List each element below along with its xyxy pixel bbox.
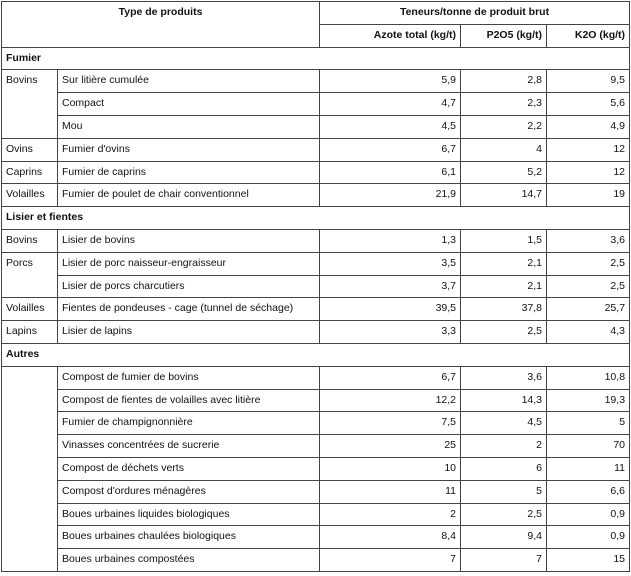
azote-cell: 12,2 xyxy=(320,389,461,412)
p2o5-cell: 2,8 xyxy=(461,70,547,93)
p2o5-cell: 4,5 xyxy=(461,412,547,435)
type-de-produits-header: Type de produits xyxy=(2,2,320,48)
azote-column-header: Azote total (kg/t) xyxy=(320,24,461,47)
table-row xyxy=(2,298,630,321)
p2o5-cell: 37,8 xyxy=(461,298,547,321)
product-cell: Fumier d'ovins xyxy=(58,138,320,161)
k2o-cell: 12 xyxy=(547,161,630,184)
product-cell: Fumier de champignonnière xyxy=(58,412,320,435)
table-row xyxy=(2,93,630,116)
product-cell: Fumier de caprins xyxy=(58,161,320,184)
azote-cell: 7 xyxy=(320,549,461,572)
p2o5-cell: 14,3 xyxy=(461,389,547,412)
product-cell: Fientes de pondeuses - cage (tunnel de séchage) xyxy=(58,298,320,321)
product-cell: Vinasses concentrées de sucrerie xyxy=(58,435,320,458)
p2o5-cell: 2,3 xyxy=(461,93,547,116)
header-row-top xyxy=(2,2,630,25)
k2o-cell: 19,3 xyxy=(547,389,630,412)
product-cell: Compost de fumier de bovins xyxy=(58,366,320,389)
p2o5-cell: 4 xyxy=(461,138,547,161)
product-cell: Compact xyxy=(58,93,320,116)
section-row xyxy=(2,343,630,366)
category-cell: Volailles xyxy=(2,298,58,321)
section-row xyxy=(2,47,630,70)
product-cell: Sur litière cumulée xyxy=(58,70,320,93)
k2o-cell: 19 xyxy=(547,184,630,207)
azote-cell: 8,4 xyxy=(320,526,461,549)
table-row xyxy=(2,526,630,549)
table-row xyxy=(2,480,630,503)
p2o5-cell: 3,6 xyxy=(461,366,547,389)
category-cell: Volailles xyxy=(2,184,58,207)
product-cell: Lisier de porcs charcutiers xyxy=(58,275,320,298)
k2o-cell: 0,9 xyxy=(547,503,630,526)
azote-cell: 10 xyxy=(320,457,461,480)
k2o-cell: 4,3 xyxy=(547,321,630,344)
k2o-cell: 0,9 xyxy=(547,526,630,549)
product-cell: Lisier de porc naisseur-engraisseur xyxy=(58,252,320,275)
p2o5-cell: 6 xyxy=(461,457,547,480)
p2o5-cell: 2,5 xyxy=(461,321,547,344)
product-cell: Boues urbaines compostées xyxy=(58,549,320,572)
azote-cell: 4,7 xyxy=(320,93,461,116)
azote-cell: 5,9 xyxy=(320,70,461,93)
azote-cell: 3,3 xyxy=(320,321,461,344)
azote-cell: 3,5 xyxy=(320,252,461,275)
section-row xyxy=(2,207,630,230)
azote-cell: 7,5 xyxy=(320,412,461,435)
k2o-cell: 25,7 xyxy=(547,298,630,321)
table-row xyxy=(2,115,630,138)
p2o5-cell: 2,5 xyxy=(461,503,547,526)
k2o-cell: 2,5 xyxy=(547,252,630,275)
p2o5-cell: 2 xyxy=(461,435,547,458)
table-row xyxy=(2,549,630,572)
k2o-cell: 12 xyxy=(547,138,630,161)
k2o-cell: 15 xyxy=(547,549,630,572)
p2o5-cell: 1,5 xyxy=(461,229,547,252)
azote-cell: 21,9 xyxy=(320,184,461,207)
table-row xyxy=(2,457,630,480)
table-row xyxy=(2,70,630,93)
table-row xyxy=(2,503,630,526)
category-cell: Bovins xyxy=(2,229,58,252)
k2o-cell: 2,5 xyxy=(547,275,630,298)
category-cell: Porcs xyxy=(2,252,58,298)
table-row xyxy=(2,412,630,435)
k2o-column-header: K2O (kg/t) xyxy=(547,24,630,47)
table-row xyxy=(2,389,630,412)
table-row xyxy=(2,366,630,389)
azote-cell: 2 xyxy=(320,503,461,526)
azote-cell: 11 xyxy=(320,480,461,503)
p2o5-column-header: P2O5 (kg/t) xyxy=(461,24,547,47)
table-row xyxy=(2,321,630,344)
section-title: Fumier xyxy=(2,47,630,70)
k2o-cell: 5,6 xyxy=(547,93,630,116)
table-row xyxy=(2,252,630,275)
table-header xyxy=(2,2,630,48)
category-cell xyxy=(2,366,58,571)
azote-cell: 25 xyxy=(320,435,461,458)
category-cell: Ovins xyxy=(2,138,58,161)
category-cell: Caprins xyxy=(2,161,58,184)
product-cell: Lisier de lapins xyxy=(58,321,320,344)
p2o5-cell: 2,2 xyxy=(461,115,547,138)
p2o5-cell: 7 xyxy=(461,549,547,572)
section-title: Lisier et fientes xyxy=(2,207,630,230)
product-cell: Mou xyxy=(58,115,320,138)
category-cell: Lapins xyxy=(2,321,58,344)
k2o-cell: 3,6 xyxy=(547,229,630,252)
product-cell: Lisier de bovins xyxy=(58,229,320,252)
table-row xyxy=(2,435,630,458)
k2o-cell: 4,9 xyxy=(547,115,630,138)
azote-cell: 6,1 xyxy=(320,161,461,184)
p2o5-cell: 2,1 xyxy=(461,252,547,275)
azote-cell: 4,5 xyxy=(320,115,461,138)
p2o5-cell: 9,4 xyxy=(461,526,547,549)
product-cell: Compost d'ordures ménagères xyxy=(58,480,320,503)
nutrient-table xyxy=(1,1,630,572)
table-row xyxy=(2,138,630,161)
k2o-cell: 6,6 xyxy=(547,480,630,503)
product-cell: Boues urbaines chaulées biologiques xyxy=(58,526,320,549)
product-cell: Compost de fientes de volailles avec litière xyxy=(58,389,320,412)
teneurs-header: Teneurs/tonne de produit brut xyxy=(320,2,630,25)
table-row xyxy=(2,161,630,184)
product-cell: Compost de déchets verts xyxy=(58,457,320,480)
table-row xyxy=(2,184,630,207)
p2o5-cell: 5 xyxy=(461,480,547,503)
azote-cell: 3,7 xyxy=(320,275,461,298)
azote-cell: 1,3 xyxy=(320,229,461,252)
k2o-cell: 70 xyxy=(547,435,630,458)
k2o-cell: 9,5 xyxy=(547,70,630,93)
table-row xyxy=(2,275,630,298)
product-cell: Fumier de poulet de chair conventionnel xyxy=(58,184,320,207)
azote-cell: 39,5 xyxy=(320,298,461,321)
table-body xyxy=(2,47,630,571)
k2o-cell: 10,8 xyxy=(547,366,630,389)
azote-cell: 6,7 xyxy=(320,366,461,389)
p2o5-cell: 14,7 xyxy=(461,184,547,207)
p2o5-cell: 5,2 xyxy=(461,161,547,184)
p2o5-cell: 2,1 xyxy=(461,275,547,298)
product-cell: Boues urbaines liquides biologiques xyxy=(58,503,320,526)
section-title: Autres xyxy=(2,343,630,366)
k2o-cell: 5 xyxy=(547,412,630,435)
category-cell: Bovins xyxy=(2,70,58,138)
table-row xyxy=(2,229,630,252)
k2o-cell: 11 xyxy=(547,457,630,480)
azote-cell: 6,7 xyxy=(320,138,461,161)
